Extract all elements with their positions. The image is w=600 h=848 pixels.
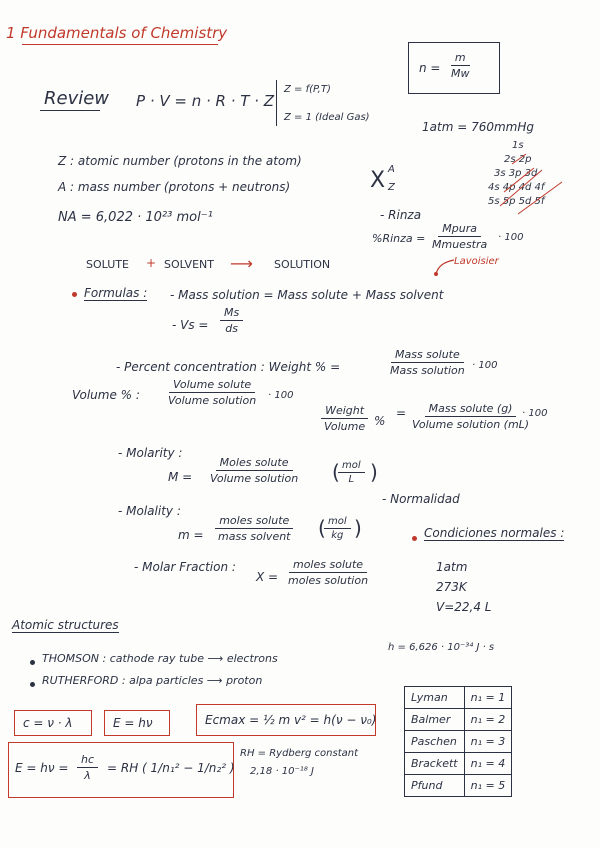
mf-numerator: moles solute [289, 558, 367, 573]
rydberg-numerator: hc [77, 753, 98, 768]
wv-percent-sign: % [374, 414, 386, 428]
solute-label: SOLUTE [86, 258, 129, 271]
title-underline [22, 44, 218, 45]
normal-condition-item: 273K [436, 580, 467, 594]
series-name: Paschen [405, 731, 465, 753]
series-level: n₁ = 5 [464, 775, 512, 797]
bullet [30, 682, 35, 687]
normal-condition-item: 1atm [436, 560, 468, 574]
series-level: n₁ = 2 [464, 709, 512, 731]
molarity-unit [338, 460, 365, 485]
molarity-fraction [206, 456, 302, 485]
moles-numerator: m [451, 51, 470, 66]
volume-numerator: Volume solute [169, 378, 255, 393]
molality-numerator: moles solute [215, 514, 293, 529]
photoelectric-box [196, 704, 376, 736]
molality-lhs: m = [178, 528, 204, 542]
yield-numerator: Mpura [438, 222, 481, 237]
molality-fraction [214, 514, 295, 543]
yield-denominator: Mmuestra [432, 238, 488, 251]
yield-lhs: %Rinza = [372, 232, 426, 245]
weight-denominator: Mass solution [390, 364, 465, 377]
solution-arrow: ⟶ [230, 254, 253, 273]
yield-label: - Rinza [380, 208, 422, 222]
page-title: 1 Fundamentals of Chemistry [6, 24, 228, 42]
table-row [405, 709, 512, 731]
avogadro-constant: NA = 6,022 · 10²³ mol⁻¹ [58, 210, 213, 225]
volume-solution-lhs: - Vs = [172, 318, 209, 332]
series-name: Pfund [405, 775, 465, 797]
normal-conditions-label: Condiciones normales : [424, 526, 565, 540]
molality-paren-close: ) [354, 516, 362, 540]
table-row [405, 753, 512, 775]
vs-denominator: ds [225, 322, 238, 335]
wv-rhs-fraction [408, 402, 533, 431]
table-row [405, 775, 512, 797]
lavoisier-note: Lavoisier [454, 256, 499, 267]
molality-unit [324, 516, 351, 541]
series-level: n₁ = 1 [464, 687, 512, 709]
moles-fraction [447, 51, 474, 80]
thomson-line: THOMSON : cathode ray tube ⟶ electrons [42, 652, 278, 665]
normalidad-label: - Normalidad [382, 492, 460, 506]
z-function: Z = f(P,T) [284, 84, 331, 95]
series-name: Lyman [405, 687, 465, 709]
weight-numerator: Mass solute [391, 348, 464, 363]
mf-denominator: moles solution [288, 574, 369, 587]
volume-percent-lhs: Volume % : [72, 388, 140, 402]
light-speed-equation: c = ν · λ [23, 716, 73, 730]
review-underline [40, 110, 100, 111]
atomic-structures-label: Atomic structures [12, 618, 119, 632]
molarity-paren-open: ( [332, 460, 340, 484]
rydberg-rhs: = RH ( 1/n₁² − 1/n₂² ) [107, 761, 235, 775]
molar-fraction-label: - Molar Fraction : [134, 560, 236, 574]
rydberg-denominator: λ [84, 769, 91, 782]
photon-energy-equation: E = hν [113, 716, 153, 730]
vs-numerator: Ms [220, 306, 243, 321]
rydberg-box [8, 742, 234, 798]
volume-solution-fraction [220, 306, 243, 335]
table-row [405, 687, 512, 709]
molality-paren-open: ( [318, 516, 326, 540]
weight-volume-fraction [320, 404, 369, 433]
molarity-paren-close: ) [370, 460, 378, 484]
molality-denominator: mass solvent [218, 530, 291, 543]
yield-multiplier: · 100 [498, 232, 524, 243]
photoelectric-equation: Ecmax = ½ m v² = h(ν − ν₀) [205, 713, 377, 727]
mass-number-def: A : mass number (protons + neutrons) [58, 180, 291, 194]
weight-percent-fraction [386, 348, 469, 377]
molar-fraction-lhs: X = [256, 570, 279, 584]
yield-fraction [428, 222, 491, 251]
molar-fraction-fraction [284, 558, 372, 587]
rydberg-lhs: E = hν = [15, 761, 69, 775]
orbital-row: 5s 5p 5d 5f [488, 196, 545, 207]
percent-concentration-label: - Percent concentration : Weight % = [116, 360, 341, 374]
volume-percent-fraction [164, 378, 260, 407]
orbital-row: 1s [512, 140, 524, 151]
z-ideal: Z = 1 (Ideal Gas) [284, 112, 370, 123]
volume-denominator: Volume solution [168, 394, 257, 407]
review-label: Review [44, 88, 110, 109]
molarity-numerator: Moles solute [216, 456, 293, 471]
wv-denominator: Volume [324, 420, 366, 433]
wv-equals: = [396, 406, 407, 420]
rydberg-value: 2,18 · 10⁻¹⁸ J [250, 766, 314, 777]
lavoisier-arrow [428, 256, 458, 278]
photon-energy-box [104, 710, 170, 736]
molality-label: - Molality : [118, 504, 181, 518]
moles-formula-box [408, 42, 500, 94]
molarity-unit-num: mol [338, 460, 365, 473]
gas-law-divider [276, 80, 277, 126]
isotope-atomic: Z [388, 182, 395, 193]
mass-solution-formula: - Mass solution = Mass solute + Mass solvent [170, 288, 444, 302]
spectral-series-table [404, 686, 512, 797]
gas-law-equation: P · V = n · R · T · Z [136, 92, 274, 110]
isotope-mass: A [388, 164, 395, 175]
rydberg-fraction [77, 753, 98, 782]
formulas-label: Formulas : [84, 286, 148, 300]
orbital-row: 3s 3p 3d [494, 168, 538, 179]
wv-numerator: Weight [321, 404, 368, 419]
bullet [30, 660, 35, 665]
series-name: Balmer [405, 709, 465, 731]
molality-unit-den: kg [331, 530, 344, 541]
plus-sign: + [146, 256, 157, 270]
series-level: n₁ = 4 [464, 753, 512, 775]
rydberg-note: RH = Rydberg constant [240, 748, 359, 759]
rutherford-line: RUTHERFORD : alpa particles ⟶ proton [42, 674, 263, 687]
normal-condition-item: V=22,4 L [436, 600, 492, 614]
wv-rhs-denominator: Volume solution (mL) [412, 418, 530, 431]
wv-rhs-numerator: Mass solute (g) [425, 402, 517, 417]
wv-multiplier: · 100 [522, 408, 548, 419]
orbital-arrows [482, 148, 592, 218]
series-name: Brackett [405, 753, 465, 775]
atomic-number-def: Z : atomic number (protons in the atom) [58, 154, 302, 168]
light-speed-box [14, 710, 92, 736]
molarity-lhs: M = [168, 470, 193, 484]
solvent-label: SOLVENT [164, 258, 214, 271]
molality-unit-num: mol [324, 516, 351, 529]
volume-multiplier: · 100 [268, 390, 294, 401]
orbital-row: 2s 2p [504, 154, 532, 165]
bullet [72, 292, 77, 297]
solution-label: SOLUTION [274, 258, 331, 271]
table-row [405, 731, 512, 753]
moles-lhs: n = [419, 61, 441, 75]
molarity-unit-den: L [348, 474, 355, 485]
molarity-label: - Molarity : [118, 446, 183, 460]
isotope-symbol: X [370, 168, 386, 193]
moles-denominator: Mw [451, 67, 470, 80]
weight-multiplier: · 100 [472, 360, 498, 371]
bullet [412, 536, 417, 541]
series-level: n₁ = 3 [464, 731, 512, 753]
orbital-row: 4s 4p 4d 4f [488, 182, 545, 193]
molarity-denominator: Volume solution [210, 472, 299, 485]
planck-constant: h = 6,626 · 10⁻³⁴ J · s [388, 642, 495, 653]
atm-conversion: 1atm = 760mmHg [422, 120, 534, 134]
